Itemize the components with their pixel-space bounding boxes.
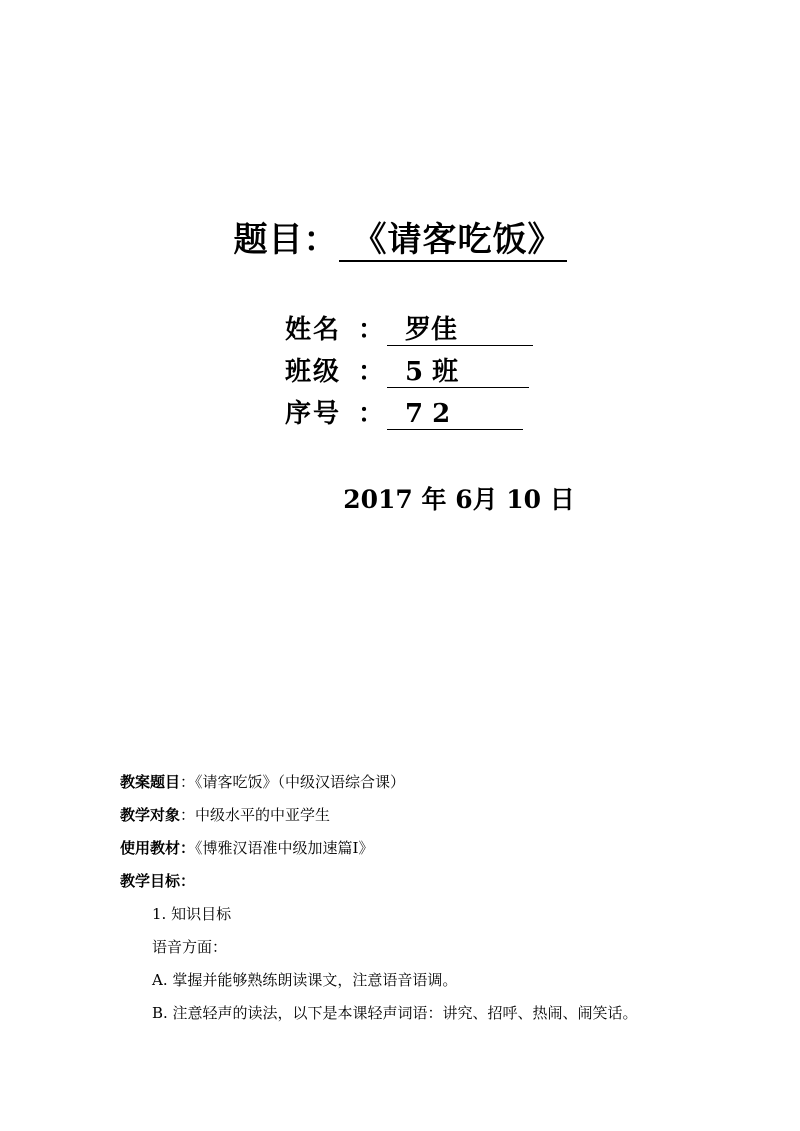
audience-value: ：中级水平的中亚学生 xyxy=(180,806,331,824)
name-colon: ： xyxy=(357,315,384,345)
topic-row xyxy=(120,770,720,803)
phonetics-heading: 语音方面： xyxy=(152,938,228,956)
audience-row xyxy=(120,803,720,836)
sequence-value: 7 2 xyxy=(387,399,523,430)
name-label: 姓名 xyxy=(285,315,342,345)
textbook-row xyxy=(120,836,720,869)
title-value: 《请客吃饭》 xyxy=(339,220,567,262)
name-value: 罗佳 xyxy=(387,315,533,346)
class-colon: ： xyxy=(357,357,384,387)
name-row xyxy=(285,310,533,346)
item-a: A. 掌握并能够熟练朗读课文，注意语音语调。 xyxy=(152,971,458,989)
item-b: B. 注意轻声的读法，以下是本课轻声词语：讲究、招呼、热闹、闹笑话。 xyxy=(152,1004,638,1022)
class-value: 5 班 xyxy=(387,357,529,388)
sequence-label: 序号 xyxy=(285,399,342,429)
lesson-plan xyxy=(120,770,720,1034)
goal-1: 1. 知识目标 xyxy=(152,905,232,923)
textbook-label: 使用教材： xyxy=(120,839,196,857)
sequence-row xyxy=(285,394,523,430)
document-title xyxy=(0,212,800,262)
class-label: 班级 xyxy=(285,357,342,387)
topic-value: ：《请客吃饭》（中级汉语综合课） xyxy=(180,773,406,791)
title-label: 题目： xyxy=(233,220,339,260)
textbook-value: 《博雅汉语准中级加速篇Ⅰ》 xyxy=(195,839,374,857)
class-row xyxy=(285,352,529,388)
sequence-colon: ： xyxy=(357,399,384,429)
audience-label: 教学对象 xyxy=(120,806,181,824)
goals-label: 教学目标： xyxy=(120,872,196,890)
date: 2017 年 6月 10 日 xyxy=(343,485,575,514)
goals-row xyxy=(120,869,720,902)
topic-label: 教案题目 xyxy=(120,773,181,791)
